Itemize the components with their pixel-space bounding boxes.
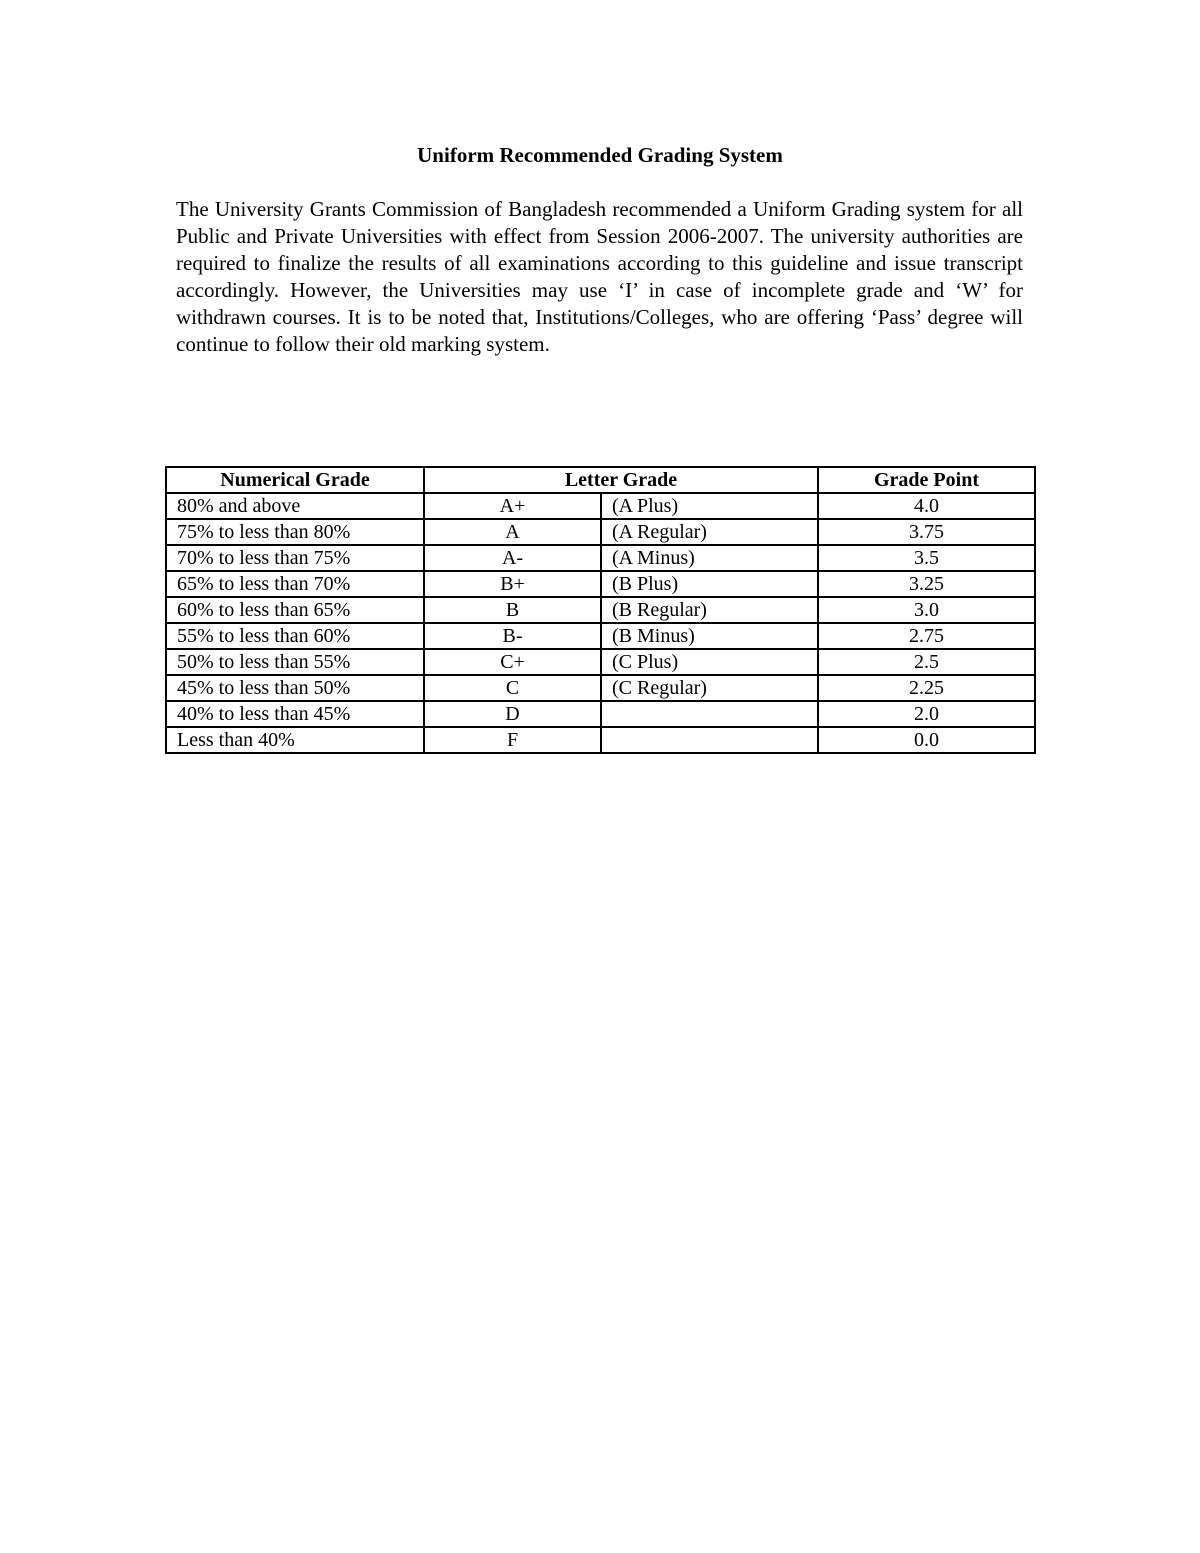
grading-table	[165, 466, 1036, 754]
numerical-grade-cell: 70% to less than 75%	[166, 545, 424, 571]
letter-grade-cell: D	[424, 701, 601, 727]
grade-point-cell: 2.0	[818, 701, 1035, 727]
grade-point-cell: 3.5	[818, 545, 1035, 571]
table-row	[166, 571, 1035, 597]
letter-grade-name-cell: (B Regular)	[601, 597, 818, 623]
intro-paragraph: The University Grants Commission of Bangladesh recommended a Uniform Grading system for all Public and Private Universities with effect from Session 2006-2007. The university authorities are required to finalize the results of all examinations according to this guideline and issue transcript accordingly. However, the Universities may use ‘I’ in case of incomplete grade and ‘W’ for withdrawn courses. It is to be noted that, Institutions/Colleges, who are offering ‘Pass’ degree will continue to follow their old marking system.	[176, 197, 1023, 356]
numerical-grade-cell: Less than 40%	[166, 727, 424, 753]
page-title: Uniform Recommended Grading System	[417, 143, 783, 167]
letter-grade-name-cell	[601, 727, 818, 753]
grade-point-cell: 2.5	[818, 649, 1035, 675]
numerical-grade-cell: 50% to less than 55%	[166, 649, 424, 675]
numerical-grade-cell: 45% to less than 50%	[166, 675, 424, 701]
letter-grade-cell: B+	[424, 571, 601, 597]
grade-point-cell: 4.0	[818, 493, 1035, 519]
letter-grade-cell: B-	[424, 623, 601, 649]
table-row	[166, 727, 1035, 753]
letter-grade-cell: B	[424, 597, 601, 623]
letter-grade-name-cell: (C Plus)	[601, 649, 818, 675]
header-letter-grade: Letter Grade	[424, 467, 818, 493]
letter-grade-name-cell: (B Minus)	[601, 623, 818, 649]
letter-grade-cell: F	[424, 727, 601, 753]
grade-point-cell: 2.75	[818, 623, 1035, 649]
table-row	[166, 649, 1035, 675]
numerical-grade-cell: 75% to less than 80%	[166, 519, 424, 545]
letter-grade-name-cell: (B Plus)	[601, 571, 818, 597]
grade-point-cell: 2.25	[818, 675, 1035, 701]
numerical-grade-cell: 60% to less than 65%	[166, 597, 424, 623]
table-row	[166, 493, 1035, 519]
letter-grade-cell: C	[424, 675, 601, 701]
grade-point-cell: 3.0	[818, 597, 1035, 623]
grade-point-cell: 3.25	[818, 571, 1035, 597]
header-numerical-grade: Numerical Grade	[166, 467, 424, 493]
grade-point-cell: 0.0	[818, 727, 1035, 753]
table-row	[166, 545, 1035, 571]
letter-grade-cell: A	[424, 519, 601, 545]
table-row	[166, 701, 1035, 727]
letter-grade-name-cell: (A Regular)	[601, 519, 818, 545]
letter-grade-cell: C+	[424, 649, 601, 675]
grade-point-cell: 3.75	[818, 519, 1035, 545]
letter-grade-cell: A-	[424, 545, 601, 571]
letter-grade-name-cell: (A Minus)	[601, 545, 818, 571]
table-row	[166, 675, 1035, 701]
letter-grade-cell: A+	[424, 493, 601, 519]
numerical-grade-cell: 65% to less than 70%	[166, 571, 424, 597]
letter-grade-name-cell: (A Plus)	[601, 493, 818, 519]
numerical-grade-cell: 55% to less than 60%	[166, 623, 424, 649]
header-grade-point: Grade Point	[818, 467, 1035, 493]
table-row	[166, 623, 1035, 649]
table-row	[166, 519, 1035, 545]
numerical-grade-cell: 80% and above	[166, 493, 424, 519]
numerical-grade-cell: 40% to less than 45%	[166, 701, 424, 727]
letter-grade-name-cell	[601, 701, 818, 727]
table-row	[166, 597, 1035, 623]
letter-grade-name-cell: (C Regular)	[601, 675, 818, 701]
table-header-row	[166, 467, 1035, 493]
